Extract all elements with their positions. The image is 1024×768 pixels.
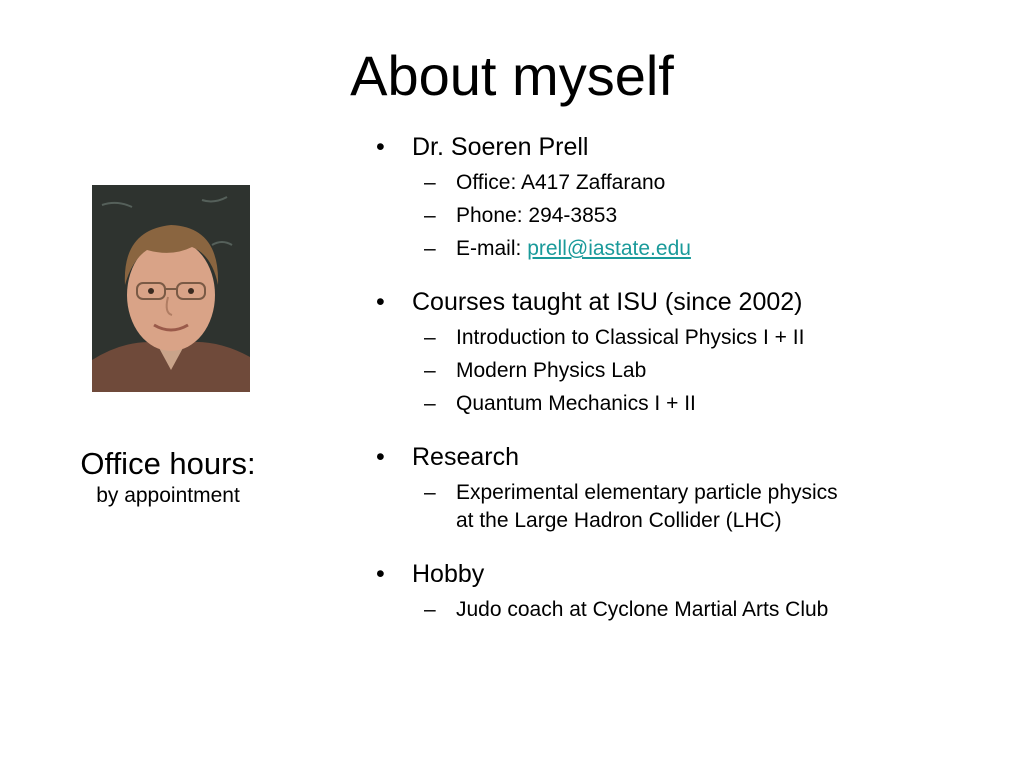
bullet-item bbox=[372, 557, 992, 591]
section-hobby bbox=[372, 557, 992, 624]
office-text: Office: A417 Zaffarano bbox=[456, 171, 666, 194]
course-item: Quantum Mechanics I + II bbox=[456, 392, 696, 415]
bullet-mark: • bbox=[376, 133, 385, 161]
research-item-line: Experimental elementary particle physics bbox=[456, 481, 838, 504]
dash-mark: – bbox=[424, 392, 436, 415]
sub-bullet-item bbox=[372, 596, 992, 624]
section-about bbox=[372, 130, 992, 263]
dash-mark: – bbox=[424, 359, 436, 382]
email-link[interactable]: prell@iastate.edu bbox=[527, 237, 691, 260]
sub-bullet-item bbox=[372, 357, 992, 385]
office-hours-subtitle: by appointment bbox=[96, 484, 240, 507]
dash-mark: – bbox=[424, 481, 436, 504]
bullet-mark: • bbox=[376, 560, 385, 588]
bullet-mark: • bbox=[376, 288, 385, 316]
course-item: Modern Physics Lab bbox=[456, 359, 647, 382]
hobby-heading: Hobby bbox=[412, 560, 485, 588]
section-courses bbox=[372, 285, 992, 418]
sub-bullet-item bbox=[372, 202, 992, 230]
bullet-list bbox=[372, 130, 992, 646]
courses-heading: Courses taught at ISU (since 2002) bbox=[412, 288, 803, 316]
bullet-item bbox=[372, 440, 992, 474]
portrait-photo bbox=[92, 185, 250, 392]
research-item-line: at the Large Hadron Collider (LHC) bbox=[456, 509, 782, 532]
dash-mark: – bbox=[424, 171, 436, 194]
dash-mark: – bbox=[424, 237, 436, 260]
email-label: E-mail: bbox=[456, 237, 528, 260]
bullet-mark: • bbox=[376, 443, 385, 471]
sub-bullet-item bbox=[372, 479, 992, 535]
about-heading: Dr. Soeren Prell bbox=[412, 133, 589, 161]
section-research bbox=[372, 440, 992, 535]
dash-mark: – bbox=[424, 204, 436, 227]
sub-bullet-item bbox=[372, 324, 992, 352]
portrait-illustration bbox=[92, 185, 250, 392]
sub-bullet-item bbox=[372, 169, 992, 197]
phone-text: Phone: 294-3853 bbox=[456, 204, 618, 227]
sub-bullet-item bbox=[372, 235, 992, 263]
dash-mark: – bbox=[424, 598, 436, 621]
bullet-item bbox=[372, 130, 992, 164]
research-heading: Research bbox=[412, 443, 519, 471]
course-item: Introduction to Classical Physics I + II bbox=[456, 326, 805, 349]
slide-title: About myself bbox=[350, 44, 674, 107]
hobby-item: Judo coach at Cyclone Martial Arts Club bbox=[456, 598, 829, 621]
office-hours-block bbox=[40, 446, 296, 510]
dash-mark: – bbox=[424, 326, 436, 349]
office-hours-title: Office hours: bbox=[80, 446, 256, 481]
bullet-item bbox=[372, 285, 992, 319]
sub-bullet-item bbox=[372, 390, 992, 418]
